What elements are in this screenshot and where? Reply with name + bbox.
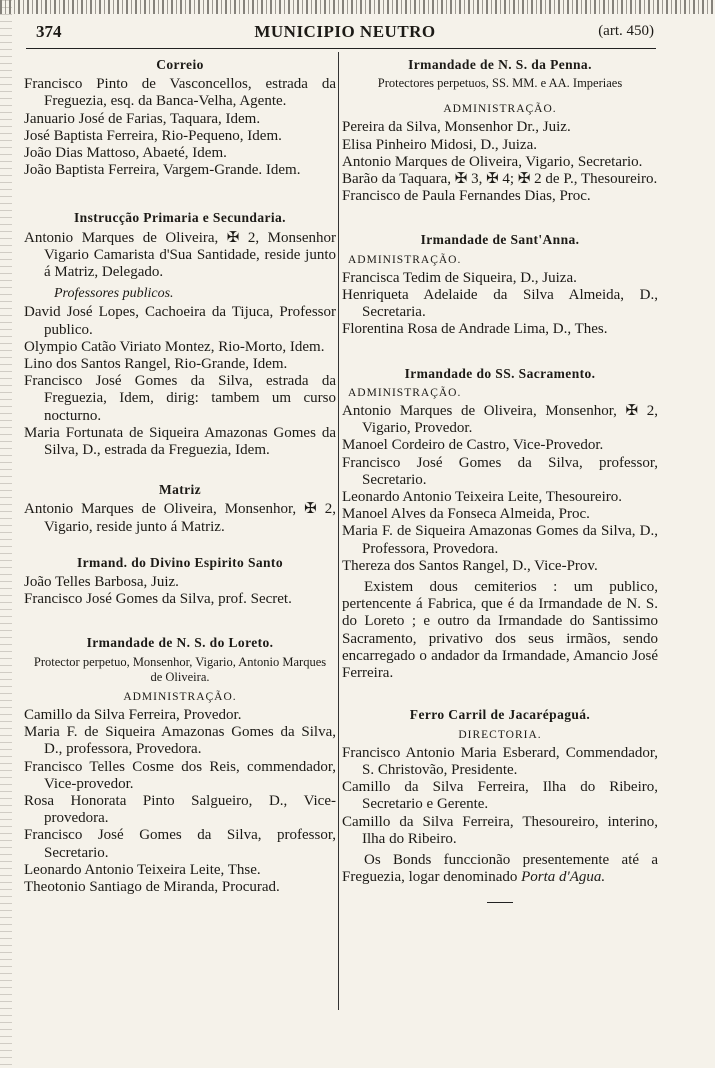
entry: Maria F. de Siqueira Amazonas Gomes da Silva, D., professora, Provedora. bbox=[24, 724, 336, 758]
entry: Camillo da Silva Ferreira, Provedor. bbox=[24, 706, 242, 723]
entry: David José Lopes, Cachoeira da Tijuca, Professor publico. bbox=[24, 304, 336, 338]
entry: Francisco José Gomes da Silva, professor, Secretario. bbox=[342, 454, 658, 488]
section-heading: Irmandade de N. S. da Penna. bbox=[408, 57, 592, 72]
right-column bbox=[342, 56, 658, 903]
section-heading: Irmandade de Sant'Anna. bbox=[420, 232, 580, 248]
entry: José Baptista Ferreira, Rio-Pequeno, Idem. bbox=[24, 127, 282, 144]
entry: Manoel Cordeiro de Castro, Vice-Provedor. bbox=[342, 437, 604, 454]
entry: Lino dos Santos Rangel, Rio-Grande, Idem. bbox=[24, 356, 288, 373]
entry: Antonio Marques de Oliveira, Vigario, Secretario. bbox=[342, 153, 643, 170]
section-heading: Correio bbox=[156, 57, 204, 72]
section-heading: Ferro Carril de Jacarépaguá. bbox=[409, 707, 591, 723]
section-heading: Irmand. do Divino Espirito Santo bbox=[77, 554, 283, 570]
entry: Francisca Tedim de Siqueira, D., Juiza. bbox=[342, 269, 577, 286]
entry: Francisco Telles Cosme dos Reis, commendador, Vice-provedor. bbox=[24, 758, 336, 792]
entry: Francisco José Gomes da Silva, professor, Secretario. bbox=[24, 827, 336, 861]
entry: Francisco Antonio Maria Esberard, Commendador, S. Christovão, Presidente. bbox=[342, 744, 658, 778]
subsection-heading: ADMINISTRAÇÃO. bbox=[348, 253, 462, 266]
entry: Olympio Catão Viriato Montez, Rio-Morto, Idem. bbox=[24, 338, 325, 355]
subsection-heading: ADMINISTRAÇÃO. bbox=[443, 103, 557, 116]
protector-note: Protector perpetuo, Monsenhor, Vigario, Antonio Marques de Oliveira. bbox=[33, 654, 327, 684]
section-loreto bbox=[24, 634, 336, 896]
entry: João Baptista Ferreira, Vargem-Grande. Idem. bbox=[24, 162, 301, 179]
header-rule bbox=[26, 48, 656, 49]
page-title: MUNICIPIO NEUTRO bbox=[254, 22, 436, 41]
section-heading: Irmandade do SS. Sacramento. bbox=[404, 365, 596, 381]
entry: Leonardo Antonio Teixeira Leite, Thse. bbox=[24, 861, 261, 878]
entry: Francisco de Paula Fernandes Dias, Proc. bbox=[342, 188, 591, 205]
entry: Theotonio Santiago de Miranda, Procurad. bbox=[24, 878, 280, 895]
entry: Maria F. de Siqueira Amazonas Gomes da Silva, D., Professora, Provedora. bbox=[342, 523, 658, 557]
entry: Thereza dos Santos Rangel, D., Vice-Prov. bbox=[342, 557, 598, 574]
entry: Pereira da Silva, Monsenhor Dr., Juiz. bbox=[342, 119, 571, 136]
section-ferro-carril bbox=[342, 706, 658, 903]
subsection-heading: Professores publicos. bbox=[54, 286, 174, 302]
entry: Florentina Rosa de Andrade Lima, D., Thes. bbox=[342, 321, 608, 338]
place-name: Porta d'Agua. bbox=[521, 869, 606, 886]
scan-left-edge bbox=[0, 0, 12, 1068]
subsection-heading: ADMINISTRAÇÃO. bbox=[123, 690, 237, 703]
entry: João Telles Barbosa, Juiz. bbox=[24, 574, 179, 591]
column-divider bbox=[338, 52, 339, 1010]
entry: Antonio Marques de Oliveira, Monsenhor, ✠ 2, Vigario, reside junto á Matriz. bbox=[24, 501, 336, 535]
entry: Francisco José Gomes da Silva, prof. Secret. bbox=[24, 591, 292, 608]
entry: Barão da Taquara, ✠ 3, ✠ 4; ✠ 2 de P., Thesoureiro. bbox=[342, 171, 658, 188]
entry: Francisco Pinto de Vasconcellos, estrada da Freguezia, esq. da Banca-Velha, Agente. bbox=[24, 76, 336, 110]
article-reference: (art. 450) bbox=[598, 23, 654, 39]
subsection-heading: DIRECTORIA. bbox=[458, 728, 542, 741]
entry: Rosa Honorata Pinto Salgueiro, D., Vice-provedora. bbox=[24, 792, 336, 827]
section-heading: Matriz bbox=[158, 482, 202, 498]
left-column bbox=[24, 56, 336, 896]
scan-top-edge bbox=[0, 0, 715, 14]
entry: Camillo da Silva Ferreira, Ilha do Ribeiro, Secretario e Gerente. bbox=[342, 779, 658, 813]
section-matriz bbox=[24, 481, 336, 536]
entry: Henriqueta Adelaide da Silva Almeida, D., Secretaria. bbox=[342, 287, 658, 321]
subsection-heading: ADMINISTRAÇÃO. bbox=[348, 386, 462, 399]
entry: Januario José de Farias, Taquara, Idem. bbox=[24, 110, 261, 127]
entry: Maria Fortunata de Siqueira Amazonas Gomes da Silva, D., estrada da Freguezia, Idem. bbox=[24, 424, 336, 459]
bonds-text: Os Bonds funccionão presentemente até a Freguezia, logar denominado bbox=[342, 851, 658, 886]
page-number: 374 bbox=[36, 22, 62, 41]
section-correio bbox=[24, 56, 336, 179]
bonds-paragraph bbox=[342, 852, 658, 886]
entry: Francisco José Gomes da Silva, estrada da Freguezia, Idem, dirig: tambem um curso nocturno. bbox=[24, 373, 336, 424]
protector-note: Protectores perpetuos, SS. MM. e AA. Imperiaes bbox=[377, 76, 623, 91]
cemeteries-paragraph: Existem dous cemiterios : um publico, pertencente á Fabrica, que é da Irmandade de N. S. do Loreto ; e outro da Irmandade do Santissimo Sacramento, privativo dos seus irmãos, sendo encarregado o andador da Irmandade, Amancio José Ferreira. bbox=[342, 579, 658, 682]
entry: Manoel Alves da Fonseca Almeida, Proc. bbox=[342, 506, 590, 523]
section-heading: Irmandade de N. S. do Loreto. bbox=[86, 635, 274, 651]
entry: Elisa Pinheiro Midosi, D., Juiza. bbox=[342, 136, 537, 153]
entry: Antonio Marques de Oliveira, Monsenhor, ✠ 2, Vigario, Provedor. bbox=[342, 403, 658, 437]
page-header bbox=[36, 20, 654, 44]
entry: Antonio Marques de Oliveira, ✠ 2, Monsenhor Vigario Camarista d'Sua Santidade, reside junto á Matriz, Delegado. bbox=[24, 229, 336, 281]
end-rule bbox=[487, 902, 513, 903]
section-santanna bbox=[342, 231, 658, 338]
section-espirito-santo bbox=[24, 554, 336, 609]
section-instruccao bbox=[24, 209, 336, 459]
entry: Leonardo Antonio Teixeira Leite, Thesoureiro. bbox=[342, 489, 622, 506]
entry: João Dias Mattoso, Abaeté, Idem. bbox=[24, 145, 227, 162]
section-sacramento bbox=[342, 365, 658, 683]
section-penna bbox=[342, 56, 658, 205]
entry: Camillo da Silva Ferreira, Thesoureiro, interino, Ilha do Ribeiro. bbox=[342, 813, 658, 847]
section-heading: Instrucção Primaria e Secundaria. bbox=[74, 210, 286, 226]
